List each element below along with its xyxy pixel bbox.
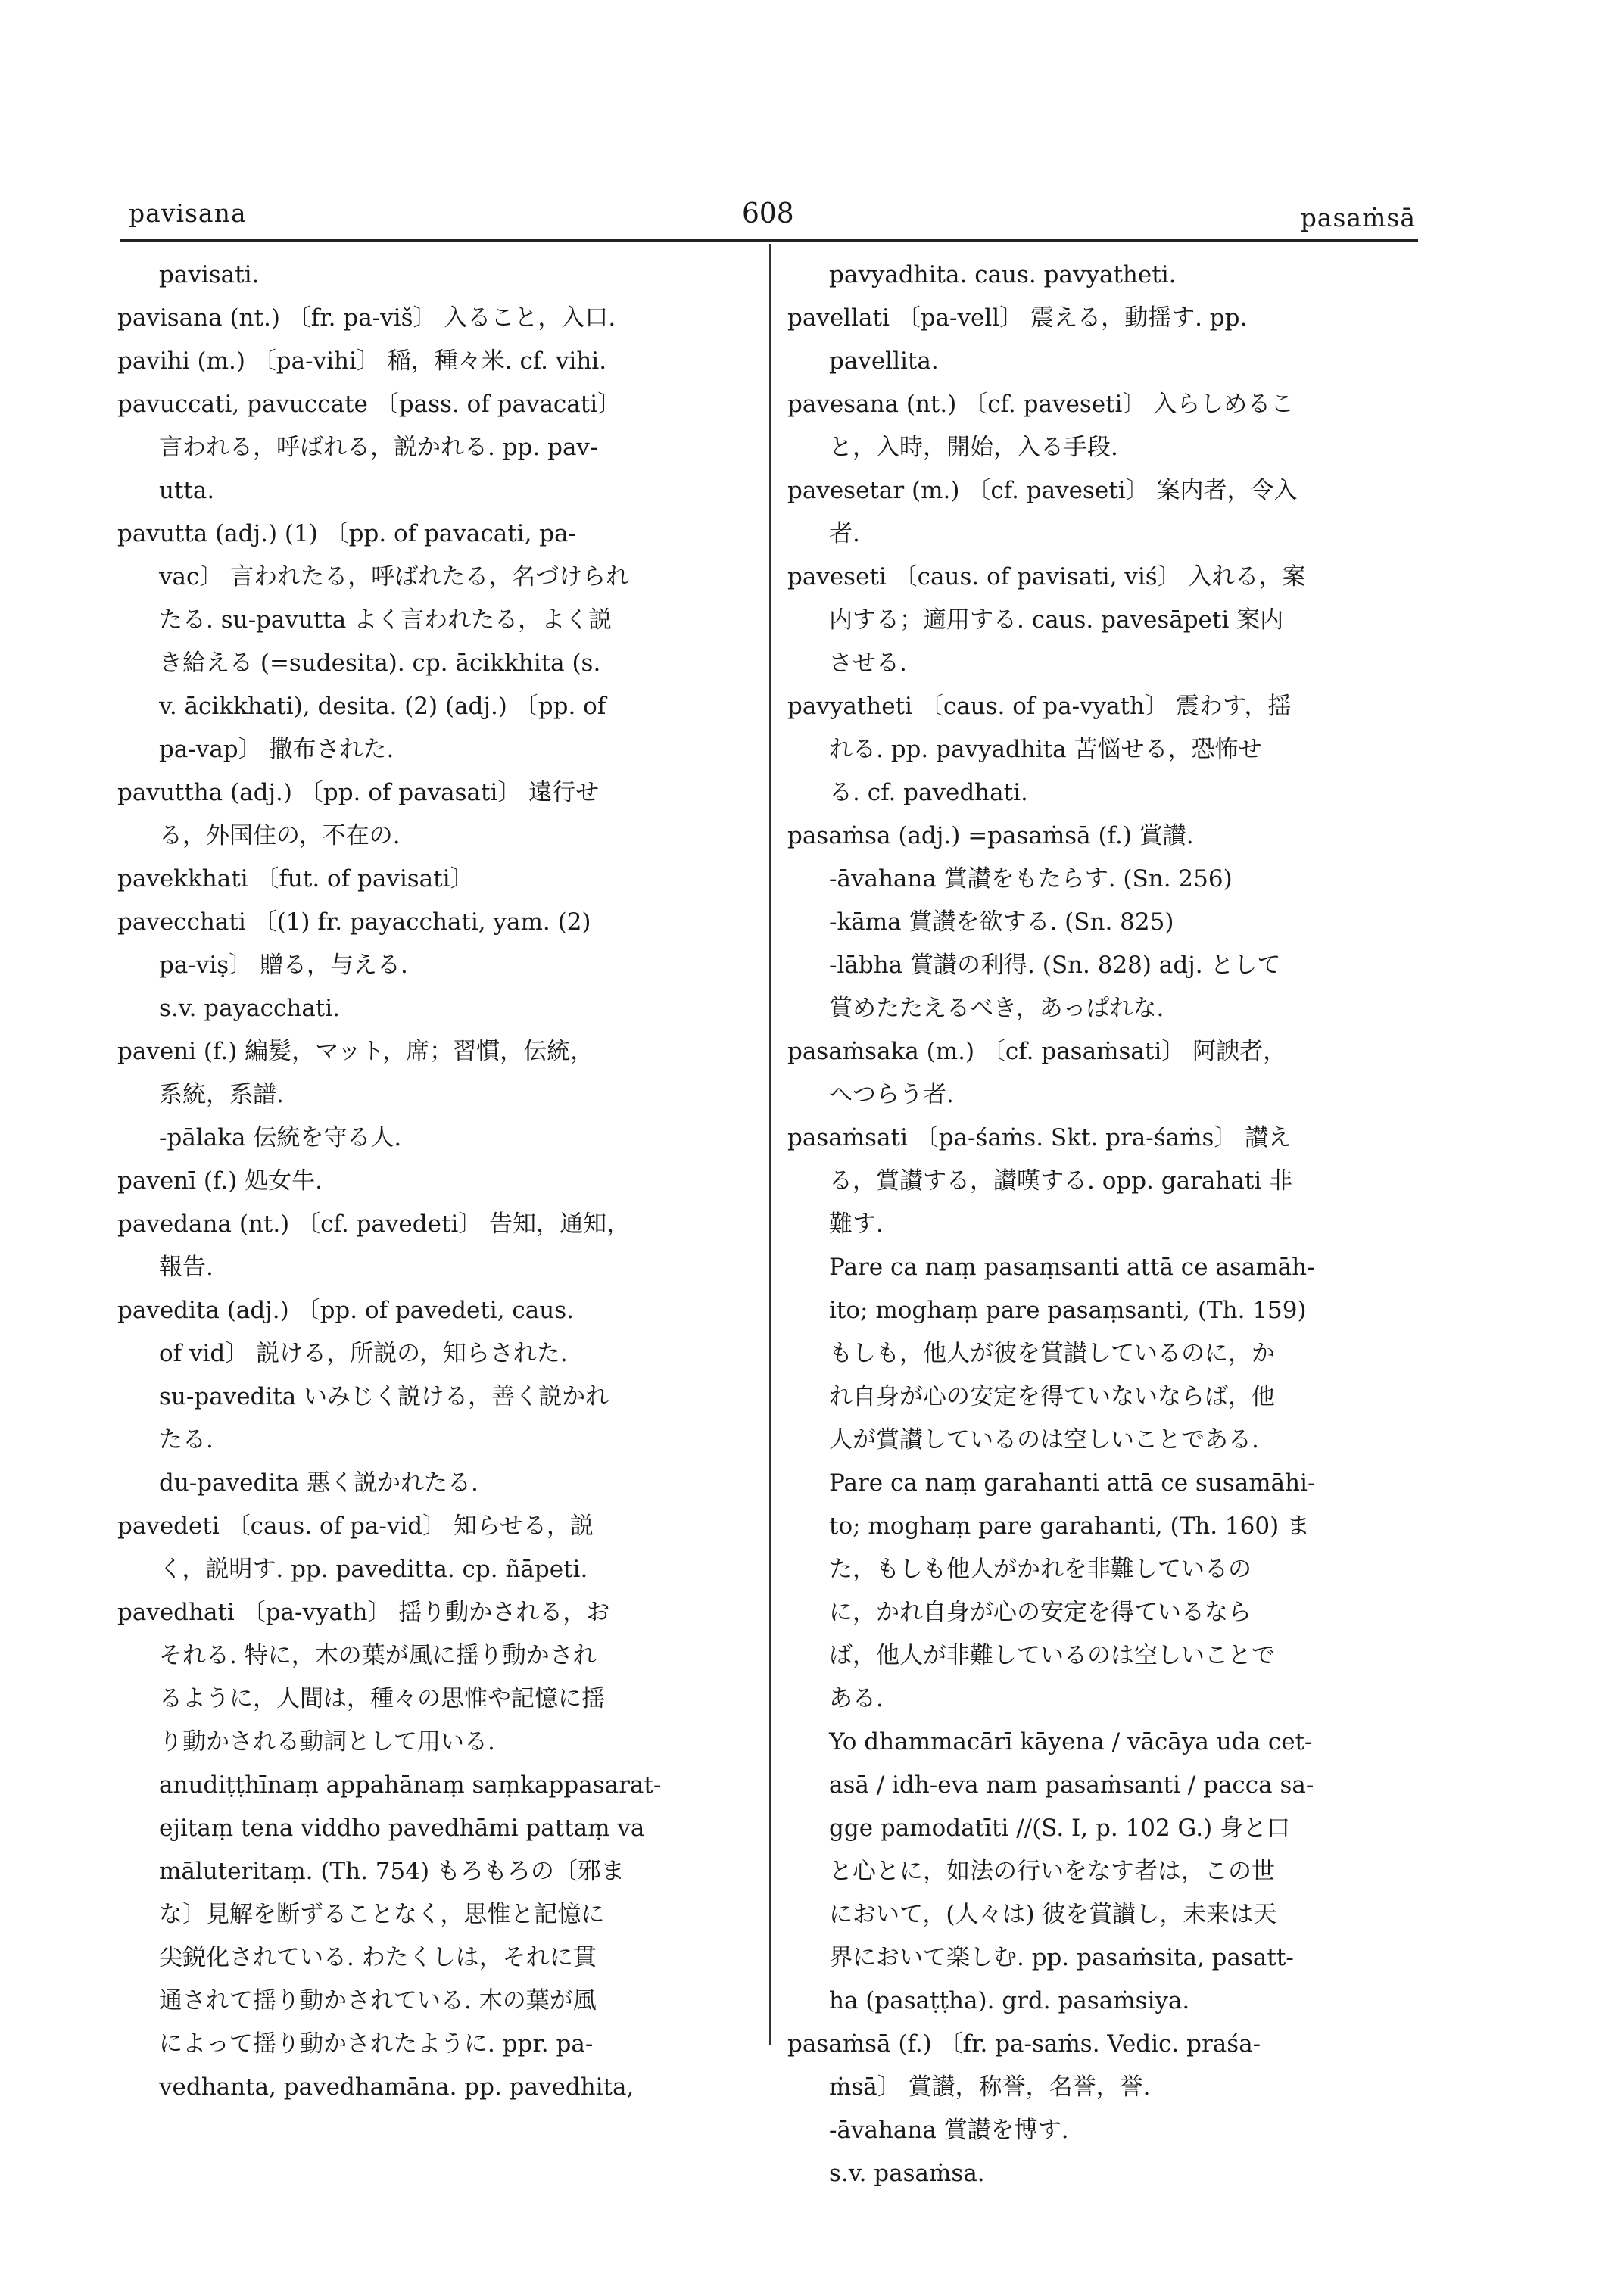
entry-line: もしも，他人が彼を賞讃しているのに，か [829, 1340, 1275, 1367]
entry-line: pavisati. [159, 261, 260, 288]
entry-line: させる. [829, 650, 907, 677]
headword-line: pavedana (nt.) 〔cf. pavedeti〕 告知，通知， [117, 1210, 631, 1238]
headword-line: pavihi (m.) 〔pa-vihi〕 稲，種々米. cf. vihi. [117, 347, 607, 375]
entry-line: 内する；適用する. caus. pavesāpeti 案内 [829, 606, 1284, 634]
column-divider [769, 244, 771, 2045]
headword-line: pavellati 〔pa-vell〕 震える，動揺す. pp. [787, 304, 1248, 332]
entry-line: Yo dhammacārī kāyena / vācāya uda cet- [829, 1728, 1313, 1756]
entry-line: vac〕 言われたる，呼ばれたる，名づけられ [159, 563, 630, 590]
entry-line: 者. [829, 520, 860, 547]
entry-line: pa-viṣ〕 贈る，与える. [159, 952, 408, 979]
entry-line: utta. [159, 477, 215, 504]
entry-line: ある. [829, 1685, 884, 1712]
headword-line: pavedita (adj.) 〔pp. of pavedeti, caus. [117, 1297, 574, 1324]
entry-line: き給える (=sudesita). cp. ācikkhita (s. [159, 650, 601, 677]
entry-line: れ自身が心の安定を得ていないならば，他 [829, 1383, 1275, 1410]
header-rule [120, 239, 1418, 242]
entry-line: -āvahana 賞讃を博す. [829, 2117, 1069, 2144]
entry-line: 界において楽しむ. pp. pasaṁsita, pasatt- [829, 1944, 1294, 1971]
entry-line: 言われる，呼ばれる，説かれる. pp. pav- [159, 434, 598, 461]
entry-line: れる. pp. pavyadhita 苦悩せる，恐怖せ [829, 736, 1262, 763]
entry-line: る，外国住の，不在の. [159, 822, 401, 849]
entry-line: of vid〕 説ける，所説の，知らされた. [159, 1340, 568, 1367]
entry-line: ito; moghaṃ pare pasaṃsanti, (Th. 159) [829, 1297, 1307, 1324]
headword-line: paveseti 〔caus. of pavisati, viś〕 入れる，案 [787, 563, 1306, 590]
headword-line: pasaṁsaka (m.) 〔cf. pasaṁsati〕 阿諛者， [787, 1038, 1287, 1065]
entry-line: において，(人々は) 彼を賞讃し，未来は天 [829, 1901, 1277, 1928]
headword-line: pavuttha (adj.) 〔pp. of pavasati〕 遠行せ [117, 779, 600, 806]
entry-line: 人が賞讃しているのは空しいことである. [829, 1426, 1259, 1453]
entry-line: ha (pasaṭṭha). grd. pasaṁsiya. [829, 1987, 1190, 2014]
entry-line: du-pavedita 悪く説かれたる. [159, 1469, 478, 1497]
entry-line: -āvahana 賞讃をもたらす. (Sn. 256) [829, 865, 1233, 893]
entry-line: to; moghaṃ pare garahanti, (Th. 160) ま [829, 1513, 1311, 1540]
entry-line: 系統，系譜. [159, 1081, 284, 1108]
entry-line: る. cf. pavedhati. [829, 779, 1028, 806]
headword-line: pasaṁsā (f.) 〔fr. pa-saṁs. Vedic. praśa- [787, 2030, 1261, 2058]
entry-line: Pare ca naṃ garahanti attā ce susamāhi- [829, 1469, 1316, 1497]
entry-line: -pālaka 伝統を守る人. [159, 1124, 402, 1151]
entry-line: -kāma 賞讃を欲する. (Sn. 825) [829, 908, 1174, 936]
headword-line: pavisana (nt.) 〔fr. pa-viš〕 入ること，入口. [117, 304, 616, 332]
entry-line: 尖鋭化されている. わたくしは，それに貫 [159, 1944, 597, 1971]
entry-line: る，賞讃する，讃嘆する. opp. garahati 非 [829, 1167, 1293, 1195]
entry-line: と心とに，如法の行いをなす者は，この世 [829, 1858, 1275, 1885]
headword-line: pavyatheti 〔caus. of pa-vyath〕 震わす，揺 [787, 693, 1292, 720]
header-left-guide-word: pavisana [129, 198, 247, 228]
header-right-guide-word: pasaṁsā [1300, 203, 1416, 232]
entry-line: によって揺り動かされたように. ppr. pa- [159, 2030, 594, 2058]
page-header [129, 198, 1416, 244]
entry-line: それる. 特に，木の葉が風に揺り動かされ [159, 1642, 597, 1669]
entry-line: -lābha 賞讃の利得. (Sn. 828) adj. として [829, 952, 1281, 979]
entry-line: su-pavedita いみじく説ける，善く説かれ [159, 1383, 609, 1410]
entry-line: り動かされる動詞として用いる. [159, 1728, 495, 1756]
entry-line: に，かれ自身が心の安定を得ているなら [829, 1599, 1252, 1626]
headword-line: pasaṁsa (adj.) =pasaṁsā (f.) 賞讃. [787, 822, 1194, 849]
entry-line: anudiṭṭhīnaṃ appahānaṃ saṃkappasarat- [159, 1771, 662, 1799]
entry-line: な〕見解を断ずることなく，思惟と記憶に [159, 1901, 605, 1928]
entry-line: vedhanta, pavedhamāna. pp. pavedhita, [159, 2073, 634, 2101]
entry-line: māluteritaṃ. (Th. 754) もろもろの〔邪ま [159, 1858, 625, 1885]
headword-line: pavecchati 〔(1) fr. payacchati, yam. (2) [117, 908, 591, 936]
entry-line: ejitaṃ tena viddho pavedhāmi pattaṃ va [159, 1815, 645, 1842]
headword-line: pavutta (adj.) (1) 〔pp. of pavacati, pa- [117, 520, 577, 547]
entry-line: s.v. pasaṁsa. [829, 2160, 985, 2187]
entry-line: へつらう者. [829, 1081, 954, 1108]
headword-line: pavesana (nt.) 〔cf. paveseti〕 入らしめるこ [787, 391, 1295, 418]
entry-line: 報告. [159, 1254, 214, 1281]
headword-line: pasaṁsati 〔pa-śaṁs. Skt. pra-śaṁs〕 讃え [787, 1124, 1292, 1151]
headword-line: pavenī (f.) 処女牛. [117, 1167, 323, 1195]
entry-line: く，説明す. pp. paveditta. cp. ñāpeti. [159, 1556, 588, 1583]
entry-line: s.v. payacchati. [159, 995, 341, 1022]
page-number: 608 [742, 198, 794, 229]
entry-line: ば，他人が非難しているのは空しいことで [829, 1642, 1275, 1669]
entry-line: Pare ca naṃ pasaṃsanti attā ce asamāh- [829, 1254, 1315, 1281]
entry-line: pavellita. [829, 347, 939, 375]
left-column [117, 254, 746, 2109]
entry-line: 通されて揺り動かされている. 木の葉が風 [159, 1987, 597, 2014]
entry-line: asā / idh-eva nam pasaṁsanti / pacca sa- [829, 1771, 1314, 1799]
entry-line: たる. [159, 1426, 214, 1453]
entry-line: と，入時，開始，入る手段. [829, 434, 1118, 461]
headword-line: pavedhati 〔pa-vyath〕 揺り動かされる，お [117, 1599, 610, 1626]
entry-line: た，もしも他人がかれを非難しているの [829, 1556, 1252, 1583]
headword-line: pavuccati, pavuccate 〔pass. of pavacati〕 [117, 391, 622, 418]
entry-line: 賞めたたえるべき，あっぱれな. [829, 995, 1164, 1022]
entry-line: pa-vap〕 撒布された. [159, 736, 394, 763]
entry-line: るように，人間は，種々の思惟や記憶に揺 [159, 1685, 605, 1712]
entry-line: gge pamodatīti //(S. I, p. 102 G.) 身と口 [829, 1815, 1291, 1842]
entry-line: ṁsā〕 賞讃，称誉，名誉，誉. [829, 2073, 1151, 2101]
entry-line: pavyadhita. caus. pavyatheti. [829, 261, 1177, 288]
headword-line: pavekkhati 〔fut. of pavisati〕 [117, 865, 474, 893]
entry-line: たる. su-pavutta よく言われたる，よく説 [159, 606, 613, 634]
right-column [787, 254, 1423, 2195]
entry-line: 難す. [829, 1210, 884, 1238]
entry-line: v. ācikkhati), desita. (2) (adj.) 〔pp. of [159, 693, 606, 720]
headword-line: paveni (f.) 編髪，マット，席；習慣，伝統， [117, 1038, 594, 1065]
headword-line: pavedeti 〔caus. of pa-vid〕 知らせる，説 [117, 1513, 594, 1540]
headword-line: pavesetar (m.) 〔cf. paveseti〕 案内者，令入 [787, 477, 1298, 504]
